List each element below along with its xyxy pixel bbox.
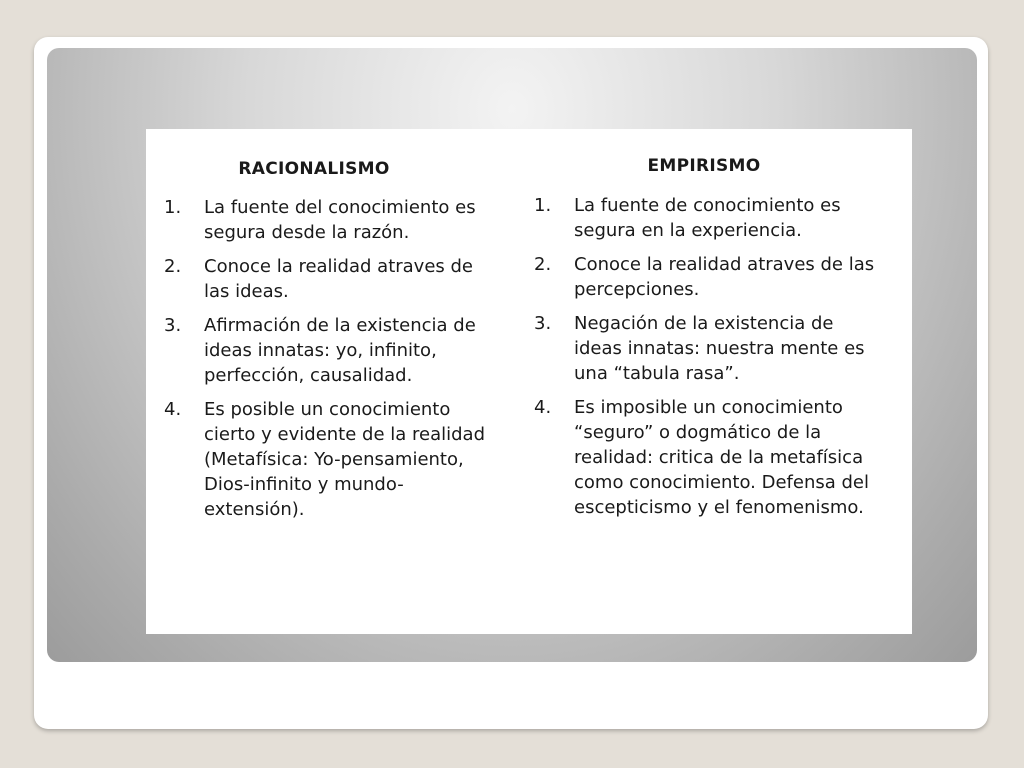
- empirismo-column: [534, 129, 884, 634]
- item-text: Negación de la existencia de ideas innatas: nuestra mente es una “tabula rasa”.: [574, 313, 865, 384]
- list-item: [534, 252, 884, 302]
- item-text: Afirmación de la existencia de ideas innatas: yo, infinito, perfección, causalidad.: [204, 315, 476, 386]
- list-item: [534, 193, 884, 243]
- item-text: Es posible un conocimiento cierto y evidente de la realidad (Metafísica: Yo-pensamiento, Dios-infinito y mundo-extensión).: [204, 399, 485, 520]
- comparison-table: [146, 129, 912, 634]
- slide-background-panel: [47, 48, 977, 662]
- item-number: 1.: [534, 195, 552, 216]
- item-text: La fuente del conocimiento es segura desde la razón.: [204, 197, 476, 243]
- racionalismo-list: [164, 195, 504, 531]
- item-number: 2.: [534, 254, 552, 275]
- empirismo-title: EMPIRISMO: [647, 156, 761, 176]
- item-number: 3.: [534, 313, 552, 334]
- list-item: [534, 395, 884, 520]
- slide-card: [34, 37, 988, 729]
- empirismo-list: [534, 193, 884, 529]
- list-item: [164, 313, 504, 388]
- item-number: 3.: [164, 315, 182, 336]
- list-item: [164, 195, 504, 245]
- item-text: Conoce la realidad atraves de las ideas.: [204, 256, 474, 302]
- item-text: Conoce la realidad atraves de las percepciones.: [574, 254, 875, 300]
- item-text: La fuente de conocimiento es segura en la experiencia.: [574, 195, 841, 241]
- item-number: 4.: [534, 397, 552, 418]
- item-text: Es imposible un conocimiento “seguro” o dogmático de la realidad: critica de la metafísica como conocimiento. Defensa del escepticismo y el fenomenismo.: [574, 397, 870, 518]
- list-item: [164, 397, 504, 522]
- list-item: [534, 311, 884, 386]
- list-item: [164, 254, 504, 304]
- racionalismo-column: [164, 129, 504, 634]
- item-number: 1.: [164, 197, 182, 218]
- racionalismo-title: RACIONALISMO: [238, 159, 390, 179]
- item-number: 4.: [164, 399, 182, 420]
- item-number: 2.: [164, 256, 182, 277]
